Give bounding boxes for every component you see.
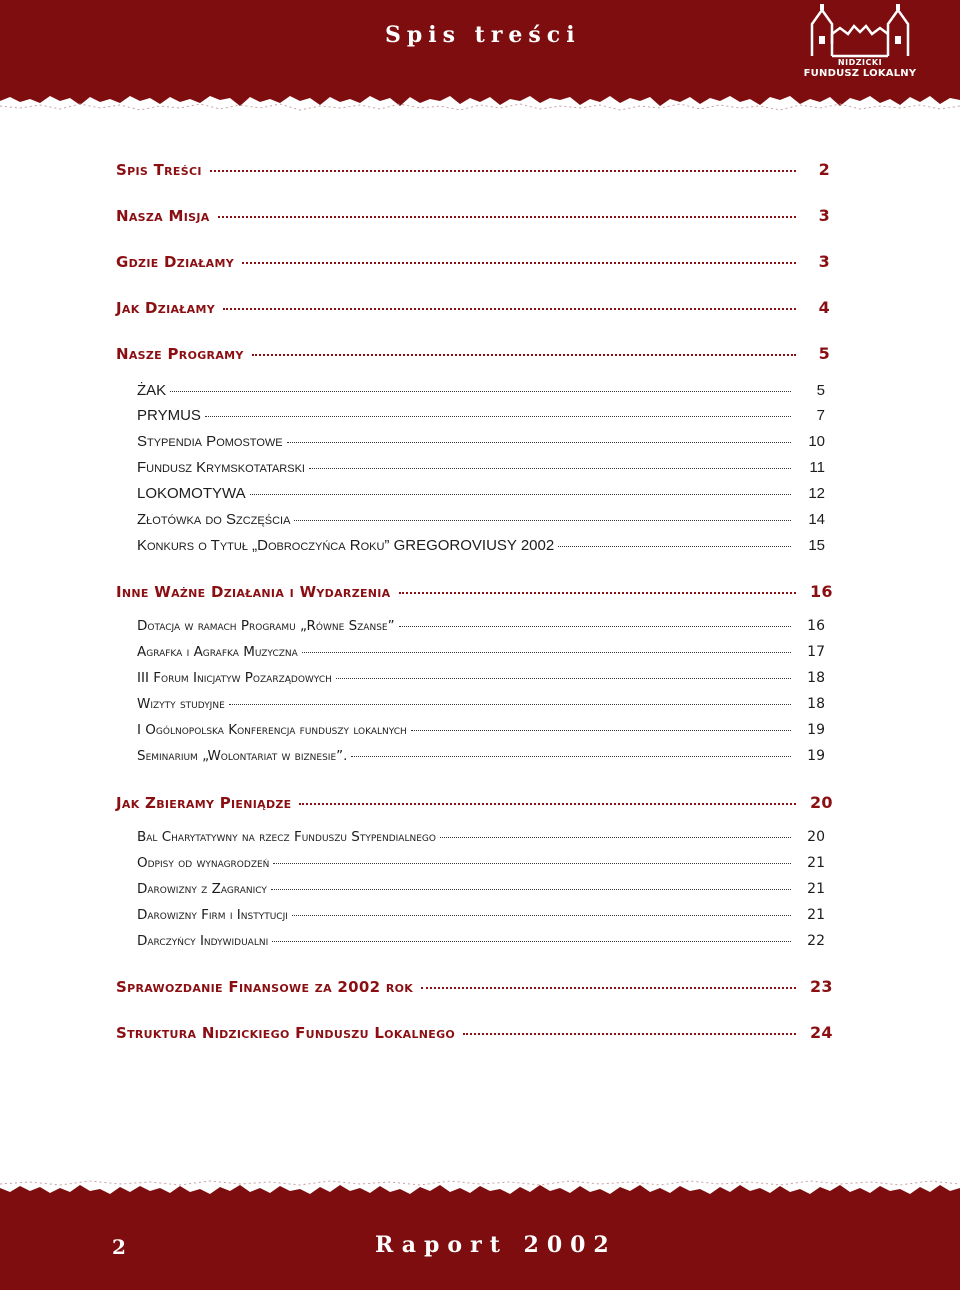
toc-entry-label: Złotówka do Szczęścia: [137, 511, 291, 528]
toc-entry-label: Inne Ważne Działania i Wydarzenia: [116, 583, 391, 601]
footer-title: Raport 2002: [375, 1232, 617, 1258]
toc-entry-konferencja-funduszy[interactable]: [137, 722, 825, 738]
toc-entry-label: III Forum Inicjatyw Pozarządowych: [137, 670, 332, 686]
page-title: Spis treści: [385, 22, 581, 48]
toc-leader-dots: [252, 354, 796, 356]
toc-entry-seminarium-wolontariat[interactable]: [137, 748, 825, 764]
toc-entry-label: Wizyty studyjne: [137, 696, 225, 712]
toc-leader-dots: [294, 520, 791, 521]
toc-entry-page: 3: [818, 252, 830, 271]
toc-entry-gdzie-dzialamy[interactable]: [116, 252, 830, 271]
toc-leader-dots: [299, 803, 796, 805]
toc-entry-label: Sprawozdanie Finansowe za 2002 rok: [116, 978, 414, 996]
toc-leader-dots: [250, 494, 791, 495]
toc-entry-label: Konkurs o Tytuł „Dobroczyńca Roku” GREGOROVIUSY 2002: [137, 537, 555, 554]
toc-entry-prymus[interactable]: [137, 407, 825, 424]
toc-entry-page: 20: [807, 829, 825, 845]
toc-entry-label: Odpisy od wynagrodzeń: [137, 855, 270, 871]
toc-entry-page: 5: [816, 382, 825, 399]
toc-entry-page: 14: [808, 511, 825, 528]
toc-entry-label: I Ogólnopolska Konferencja funduszy lokalnych: [137, 722, 407, 738]
toc-entry-label: Stypendia Pomostowe: [137, 433, 283, 450]
toc-leader-dots: [421, 987, 796, 989]
toc-leader-dots: [351, 756, 791, 757]
toc-entry-page: 19: [807, 722, 825, 738]
toc-entry-darowizny-z-zagranicy[interactable]: [137, 881, 825, 897]
logo-text-line2: FUNDUSZ LOKALNY: [803, 68, 917, 79]
toc-entry-label: Fundusz Krymskotatarski: [137, 459, 305, 476]
toc-leader-dots: [210, 170, 796, 172]
toc-entry-jak-zbieramy-pieniadze[interactable]: [116, 793, 833, 812]
toc-entry-page: 16: [810, 582, 833, 601]
logo-text-line1: NIDZICKI: [837, 58, 883, 67]
toc-entry-label: ŻAK: [137, 382, 167, 399]
toc-leader-dots: [223, 308, 796, 310]
toc-entry-page: 21: [807, 907, 825, 923]
toc-leader-dots: [399, 626, 791, 627]
toc-entry-agrafka[interactable]: [137, 644, 825, 660]
toc-entry-page: 4: [818, 298, 830, 317]
toc-leader-dots: [287, 442, 791, 443]
toc-entry-nasze-programy[interactable]: [116, 344, 830, 363]
toc-leader-dots: [302, 652, 791, 653]
toc-entry-page: 22: [807, 933, 825, 949]
toc-entry-label: Darowizny Firm i Instytucji: [137, 907, 288, 923]
toc-entry-inne-wazne-dzialania[interactable]: [116, 582, 833, 601]
toc-entry-darczyncy-indywidualni[interactable]: [137, 933, 825, 949]
toc-entry-odpisy-od-wynagrodzen[interactable]: [137, 855, 825, 871]
toc-leader-dots: [292, 915, 791, 916]
footer-page-number: 2: [112, 1235, 126, 1259]
toc-leader-dots: [218, 216, 796, 218]
toc-leader-dots: [271, 889, 791, 890]
toc-leader-dots: [272, 941, 791, 942]
toc-entry-page: 23: [810, 977, 833, 996]
toc-entry-label: Bal Charytatywny na rzecz Funduszu Stypendialnego: [137, 829, 436, 845]
toc-entry-page: 11: [809, 459, 825, 476]
toc-entry-konkurs-dobroczynca-roku[interactable]: [137, 537, 825, 554]
toc-entry-dotacja-rowne-szanse[interactable]: [137, 618, 825, 634]
toc-entry-page: 20: [810, 793, 833, 812]
toc-entry-page: 12: [808, 485, 825, 502]
toc-entry-label: LOKOMOTYWA: [137, 485, 246, 502]
toc-entry-page: 18: [807, 670, 825, 686]
toc-entry-page: 7: [816, 407, 825, 424]
toc-entry-wizyty-studyjne[interactable]: [137, 696, 825, 712]
toc-entry-zlotowka-do-szczescia[interactable]: [137, 511, 825, 528]
toc-entry-label: Darczyńcy Indywidualni: [137, 933, 269, 949]
toc-entry-spis-tresci[interactable]: [116, 160, 830, 179]
toc-entry-sprawozdanie-finansowe[interactable]: [116, 977, 833, 996]
toc-entry-label: Seminarium „Wolontariat w biznesie”.: [137, 748, 348, 764]
toc-entry-label: Gdzie Działamy: [116, 253, 234, 271]
toc-entry-page: 21: [807, 881, 825, 897]
toc-leader-dots: [558, 546, 791, 547]
toc-entry-bal-charytatywny[interactable]: [137, 829, 825, 845]
toc-entry-page: 3: [818, 206, 830, 225]
toc-entry-label: Jak Działamy: [116, 299, 215, 317]
toc-entry-label: Agrafka i Agrafka Muzyczna: [137, 644, 298, 660]
toc-leader-dots: [336, 678, 791, 679]
toc-leader-dots: [205, 416, 791, 417]
toc-leader-dots: [309, 468, 791, 469]
toc-entry-struktura[interactable]: [116, 1023, 833, 1042]
toc-entry-label: Dotacja w ramach Programu „Równe Szanse”: [137, 618, 395, 634]
toc-entry-page: 17: [807, 644, 825, 660]
toc-entry-forum-inicjatyw[interactable]: [137, 670, 825, 686]
toc-leader-dots: [463, 1033, 796, 1035]
toc-leader-dots: [229, 704, 791, 705]
toc-leader-dots: [273, 863, 791, 864]
toc-entry-page: 24: [810, 1023, 833, 1042]
toc-entry-darowizny-firm[interactable]: [137, 907, 825, 923]
toc-entry-page: 21: [807, 855, 825, 871]
toc-entry-nasza-misja[interactable]: [116, 206, 830, 225]
toc-entry-page: 19: [807, 748, 825, 764]
toc-entry-label: Spis Treści: [116, 161, 202, 179]
toc-entry-page: 15: [808, 537, 825, 554]
toc-entry-page: 18: [807, 696, 825, 712]
toc-entry-page: 16: [807, 618, 825, 634]
toc-entry-stypendia-pomostowe[interactable]: [137, 433, 825, 450]
toc-entry-fundusz-krymskotatarski[interactable]: [137, 459, 825, 476]
toc-leader-dots: [440, 837, 791, 838]
toc-entry-label: Nasze Programy: [116, 345, 244, 363]
toc-entry-label: Nasza Misja: [116, 207, 210, 225]
toc-entry-page: 5: [818, 344, 830, 363]
toc-leader-dots: [170, 391, 791, 392]
toc-entry-label: Struktura Nidzickiego Funduszu Lokalnego: [116, 1024, 456, 1042]
toc-entry-label: Darowizny z Zagranicy: [137, 881, 267, 897]
footer-ragged-edge: [0, 1180, 960, 1212]
toc-entry-label: Jak Zbieramy Pieniądze: [116, 794, 292, 812]
toc-leader-dots: [411, 730, 791, 731]
toc-entry-lokomotywa[interactable]: [137, 485, 825, 502]
toc-entry-page: 10: [808, 433, 825, 450]
toc-entry-label: PRYMUS: [137, 407, 201, 424]
toc-entry-zak[interactable]: [137, 382, 825, 399]
toc-leader-dots: [242, 262, 796, 264]
toc-entry-page: 2: [818, 160, 830, 179]
toc-leader-dots: [399, 592, 797, 594]
toc-entry-jak-dzialamy[interactable]: [116, 298, 830, 317]
